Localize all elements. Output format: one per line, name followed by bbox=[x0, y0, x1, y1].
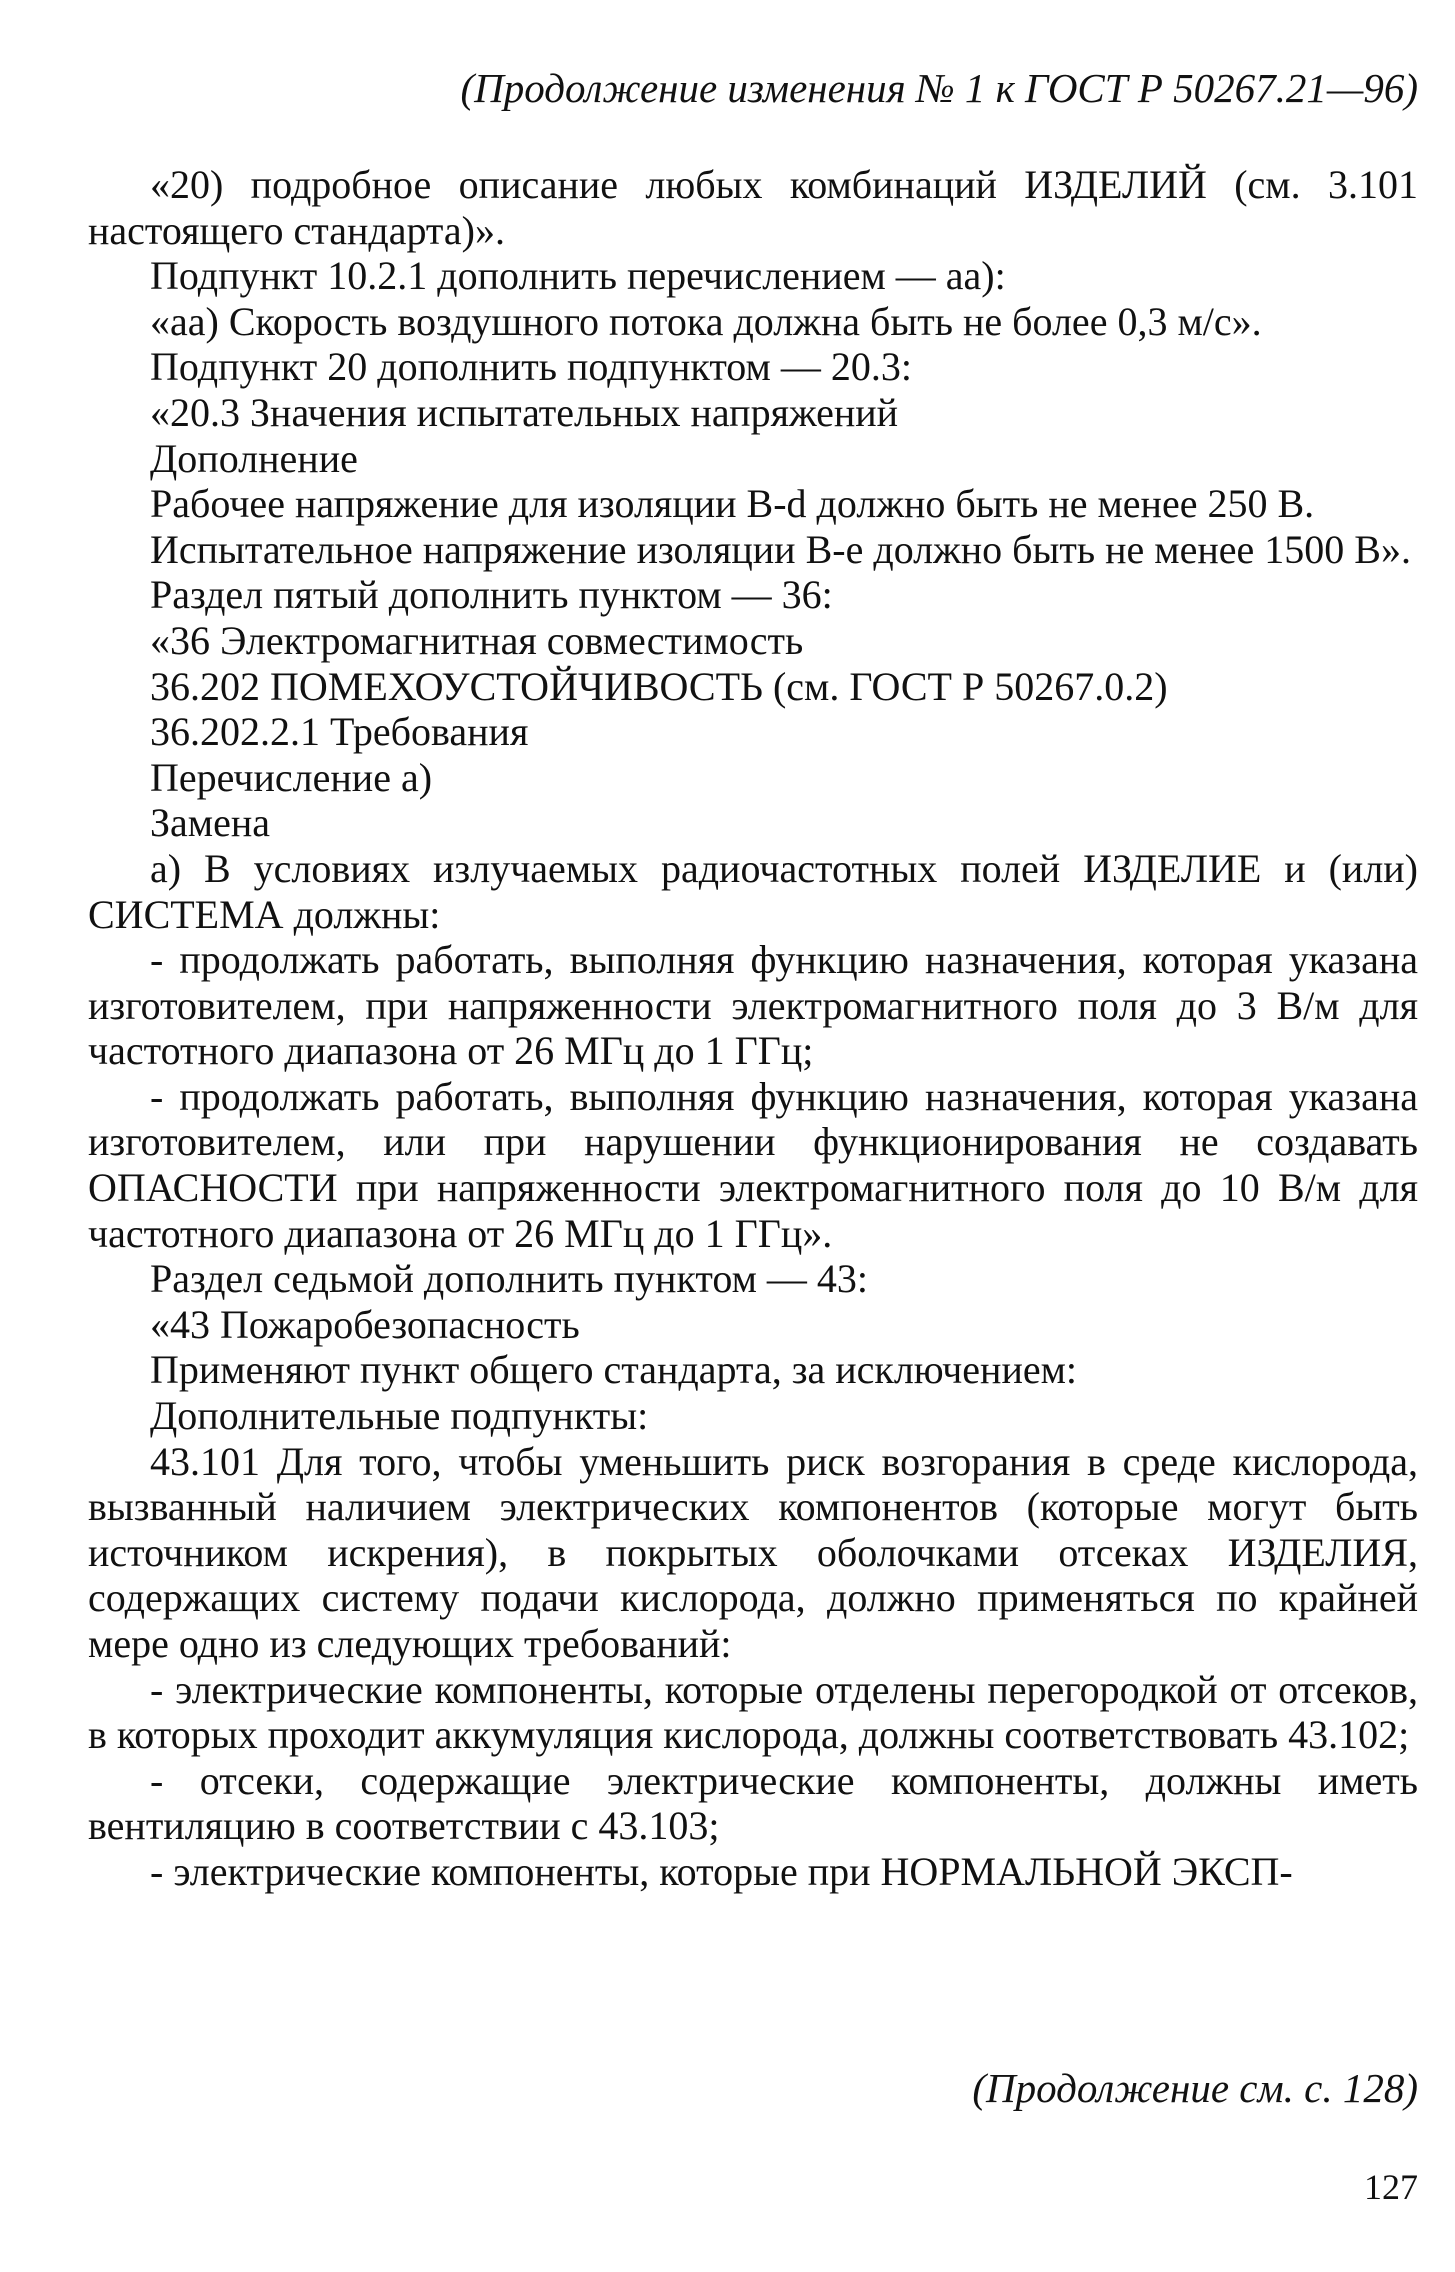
paragraph: «20) подробное описание любых комбинаций ИЗДЕЛИЙ (см. 3.101 настоящего стандарта)». bbox=[88, 162, 1418, 253]
paragraph: «36 Электромагнитная совместимость bbox=[150, 617, 804, 663]
paragraph: Рабочее напряжение для изоляции B-d должно быть не менее 250 В. bbox=[150, 481, 1315, 527]
paragraph: Подпункт 10.2.1 дополнить перечислением — аа): bbox=[150, 253, 1006, 299]
paragraph: Дополнительные подпункты: bbox=[150, 1393, 649, 1439]
paragraph: Замена bbox=[150, 800, 271, 846]
paragraph: «аа) Скорость воздушного потока должна быть не более 0,3 м/с». bbox=[150, 298, 1262, 344]
paragraph: Применяют пункт общего стандарта, за исключением: bbox=[150, 1347, 1078, 1393]
paragraph: - электрические компоненты, которые отделены перегородкой от отсеков, в которых проходит аккумуляция кислорода, должны соответствовать 43.102; bbox=[88, 1666, 1418, 1758]
paragraph: - отсеки, содержащие электрические компоненты, должны иметь вентиляцию в соответствии с 43.103; bbox=[88, 1757, 1418, 1849]
paragraph: Испытательное напряжение изоляции В-е должно быть не менее 1500 В». bbox=[150, 526, 1411, 572]
paragraph: - электрические компоненты, которые при НОРМАЛЬНОЙ ЭКСП- bbox=[150, 1848, 1293, 1894]
paragraph: 43.101 Для того, чтобы уменьшить риск возгорания в среде кислорода, вызванный наличием электрических компонентов (которые могут быть источником искрения), в покрытых оболочками отсеках ИЗДЕЛИЯ, содержащих систему подачи кислорода, должно применяться по крайней мере одно из следующих требований: bbox=[88, 1438, 1418, 1666]
paragraph: 36.202.2.1 Требования bbox=[150, 709, 529, 755]
paragraph: Раздел пятый дополнить пунктом — 36: bbox=[150, 572, 833, 618]
paragraph: Подпункт 20 дополнить подпунктом — 20.3: bbox=[150, 344, 912, 390]
continuation-note: (Продолжение см. с. 128) bbox=[972, 2065, 1418, 2111]
paragraph: «20.3 Значения испытательных напряжений bbox=[150, 389, 899, 435]
paragraph: - продолжать работать, выполняя функцию назначения, которая указана изготовителем, или при нарушении функционирования не создавать ОПАСНОСТИ при напряженности электромагнитного поля до 10 В/м для частотного диапазона от 26 МГц до 1 ГГц». bbox=[88, 1073, 1418, 1256]
page-number: 127 bbox=[1364, 2167, 1418, 2207]
paragraph: «43 Пожаробезопасность bbox=[150, 1301, 580, 1347]
paragraph: а) В условиях излучаемых радиочастотных полей ИЗДЕЛИЕ и (или) СИСТЕМА должны: bbox=[88, 845, 1418, 937]
running-header: (Продолжение изменения № 1 к ГОСТ Р 50267.21—96) bbox=[460, 65, 1418, 111]
paragraph: Перечисление а) bbox=[150, 754, 433, 800]
paragraph: Дополнение bbox=[150, 435, 358, 481]
paragraph: 36.202 ПОМЕХОУСТОЙЧИВОСТЬ (см. ГОСТ Р 50267.0.2) bbox=[150, 663, 1168, 709]
paragraph: Раздел седьмой дополнить пунктом — 43: bbox=[150, 1256, 868, 1302]
document-body bbox=[88, 162, 1418, 1895]
paragraph: - продолжать работать, выполняя функцию назначения, которая указана изготовителем, при напряженности электромагнитного поля до 3 В/м для частотного диапазона от 26 МГц до 1 ГГц; bbox=[88, 937, 1418, 1074]
